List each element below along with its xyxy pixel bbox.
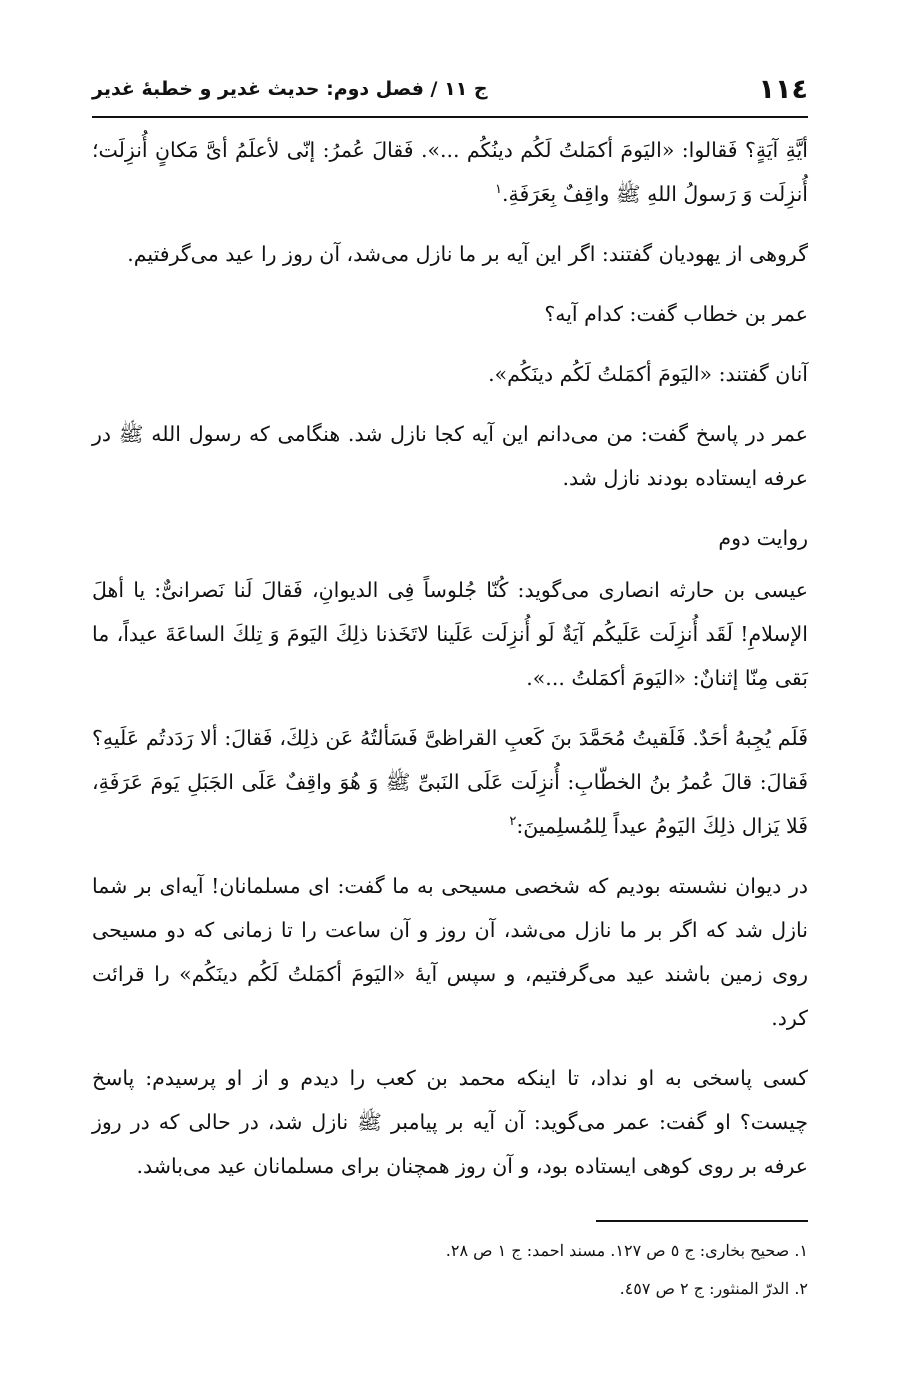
header-rule: [92, 116, 808, 118]
paragraph-persian-5: در ديوان نشسته بوديم كه شخصى مسيحى به ما گفت: اى مسلمانان! آيه‌اى بر شما نازل شد كه اگر بر ما نازل مى‌شد، آن روز و آن ساعت را تا زمانى كه دو مسيحى روى زمين باشند عيد مى‌گرفتيم، و سپس آيهٔ «اليَومَ أكمَلتُ لَكُم دينَكُم» را قرائت كرد.: [92, 874, 808, 1030]
footnote-marker-1: ١: [495, 182, 503, 198]
paragraph-persian-4: عمر در پاسخ گفت: من مى‌دانم اين آيه كجا نازل شد. هنگامى كه رسول الله ﷺ در عرفه ايستاده بودند نازل شد.: [92, 422, 808, 490]
page-header: [92, 66, 808, 112]
footnote-rule: [596, 1220, 808, 1222]
section-heading: روايت دوم: [718, 526, 808, 550]
paragraph-persian-3: آنان گفتند: «اليَومَ أكمَلتُ لَكُم دينَكُم».: [488, 362, 808, 386]
page-number: ١١٤: [758, 73, 808, 105]
paragraph-arabic-1: أيَّةِ آيَةٍ؟ فَقالوا: «اليَومَ أكمَلتُ لَكُم دينُكُم ...». فَقالَ عُمرُ: إنّى لأعلَمُ أىَّ مَكانٍ أُنزِلَت؛ أُنزِلَت وَ رَسولُ اللهِ ﷺ واقِفٌ بِعَرَفَةِ.$^١$: [92, 138, 808, 206]
paragraph-persian-2: عمر بن خطاب گفت: كدام آيه؟: [544, 302, 808, 326]
paragraph-persian-1: گروهى از يهوديان گفتند: اگر اين آيه بر ما نازل مى‌شد، آن روز را عيد مى‌گرفتيم.: [127, 242, 808, 266]
running-head: ج ١١ / فصل دوم: حديث غدير و خطبهٔ غدير: [92, 78, 488, 100]
footnote-2: ٢. الدرّ المنثور: ج ٢ ص ٤٥٧.: [619, 1279, 808, 1298]
footnote-marker-2: ٢: [509, 814, 517, 830]
paragraph-persian-6: كسى پاسخى به او نداد، تا اينكه محمد بن كعب را ديدم و از او پرسيدم: پاسخ چيست؟ او گفت: عمر مى‌گويد: آن آيه بر پيامبر ﷺ نازل شد، در حالى كه در روز عرفه بر روى كوهى ايستاده بود، و آن روز همچنان براى مسلمانان عيد مى‌باشد.: [92, 1066, 808, 1178]
body-text: [92, 128, 808, 1204]
paragraph-mixed-1: عيسى بن حارثه انصارى مى‌گويد: كُنّا جُلوساً فِى الديوانِ، فَقالَ لَنا نَصرانىٌّ: يا أهلَ الإسلامِ! لَقَد أُنزِلَت عَلَيكُم آيَةٌ لَو أُنزِلَت عَلَينا لاتَخَذنا ذلِكَ اليَومَ وَ تِلكَ الساعَةَ عيداً، ما بَقى مِنّا إثنانٌ: «اليَومَ أكمَلتُ ...».: [92, 578, 808, 690]
footnote-1: ١. صحيح بخارى: ج ٥ ص ١٢٧. مسند احمد: ج ١ ص ٢٨.: [445, 1241, 808, 1260]
footnotes: [92, 1232, 808, 1308]
paragraph-arabic-2: فَلَم يُجِبهُ أحَدٌ. فَلَقيتُ مُحَمَّدَ بنَ كَعبِ القراظىَّ فَسَألتُهُ عَن ذلِكَ، فَقالَ: ألا رَدَدتُم عَلَيهِ؟ فَقالَ: قالَ عُمرُ بنُ الخطّابِ: أُنزِلَت عَلَى النَبىِّ ﷺ وَ هُوَ واقِفٌ عَلَى الجَبَلِ يَومَ عَرَفَةِ، فَلا يَزال ذلِكَ اليَومُ عيداً لِلمُسلِمينَ:$^٢$: [92, 726, 808, 838]
